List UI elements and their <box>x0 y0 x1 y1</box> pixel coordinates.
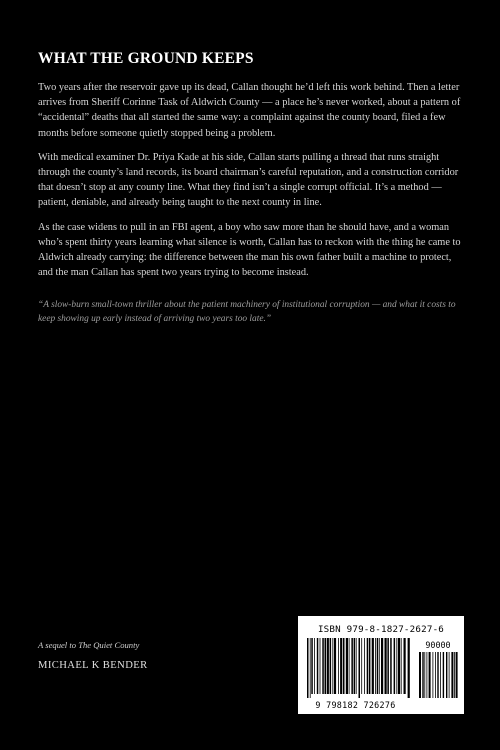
barcode-bar <box>311 638 313 694</box>
isbn-barcode-box <box>298 616 464 714</box>
sequel-note <box>38 640 139 650</box>
barcode-bar <box>317 638 319 694</box>
barcode-bar <box>320 638 321 694</box>
barcode-bar <box>314 638 315 694</box>
addon-bar <box>429 652 431 698</box>
blurb-paragraph-3: As the case widens to pull in an FBI agent, a boy who saw more than he should have, and a woman who’s spent thirty years learning what silence is worth, Callan has to reckon with the thing he came to Aldwich already carrying: the difference between the man his own father built a machine to protect, and the man Callan has spent two years trying to become instead. <box>38 221 461 279</box>
barcode-bar <box>367 638 369 694</box>
addon-bar <box>443 652 444 698</box>
blurb-paragraph-1: Two years after the reservoir gave up its dead, Callan thought he’d left this work behind. Then a letter arrives from Sheriff Corinne Task of Aldwich County — a place he’s never worked, about a pattern of “accidental” deaths that all started the same way: a complaint against the county board, filed a few months before someone quietly stopped being a problem. <box>38 82 461 139</box>
barcode-bar <box>340 638 342 694</box>
barcode-bar <box>381 638 383 694</box>
barcode-bar <box>325 638 327 694</box>
barcode-bar <box>408 638 410 698</box>
addon-bar <box>422 652 423 698</box>
barcode-bar <box>364 638 365 694</box>
blurb-paragraph-2: With medical examiner Dr. Priya Kade at his side, Callan starts pulling a thread that runs straight through the county’s land records, its board chairman’s careful reputation, and a construction corridor that doesn’t stop at any county line. What they find isn’t a single corrupt official. It’s a method — patient, deniable, and already being taught to the next county in line. <box>38 151 459 209</box>
ean-digits: 9 798182 726276 <box>315 700 396 710</box>
addon-bar <box>427 652 428 698</box>
barcode-bar <box>372 638 374 694</box>
barcode-bar <box>401 638 402 694</box>
barcode-bar <box>375 638 376 694</box>
barcode-bar <box>307 638 309 698</box>
blurb <box>38 80 463 289</box>
book-title: WHAT THE GROUND KEEPS <box>38 50 254 67</box>
barcode-bar <box>396 638 397 694</box>
barcode-bar <box>398 638 400 694</box>
addon-bar <box>440 652 441 698</box>
addon-bar <box>451 652 453 698</box>
barcode-bar <box>349 638 350 694</box>
barcode-bar <box>322 638 324 694</box>
addon-bar <box>433 652 434 698</box>
addon-bar <box>437 652 438 698</box>
barcode-bar <box>343 638 345 694</box>
barcode-bar <box>390 638 392 694</box>
barcode-bar <box>377 638 379 694</box>
author-name: MICHAEL K BENDER <box>38 660 148 671</box>
barcode-bar <box>394 638 396 694</box>
addon-bar <box>456 652 458 698</box>
addon-bar <box>424 652 425 698</box>
barcode-bar <box>310 638 311 698</box>
barcode-bar <box>369 638 371 694</box>
addon-bar <box>449 652 450 698</box>
barcode-bar <box>404 638 406 694</box>
addon-bar <box>446 652 447 698</box>
barcode-bar <box>385 638 387 694</box>
barcode-bar <box>387 638 389 694</box>
addon-digits: 90000 <box>425 640 451 650</box>
barcode-bar <box>346 638 348 694</box>
barcode-bar <box>359 638 361 698</box>
barcode-bar <box>332 638 333 694</box>
barcode-bar <box>330 638 332 694</box>
sequel-book-title: The Quiet County <box>78 640 140 650</box>
barcode-bar <box>338 638 339 694</box>
isbn-label: ISBN 979-8-1827-2627-6 <box>317 624 445 635</box>
barcode-bar <box>327 638 329 694</box>
addon-bar <box>435 652 436 698</box>
barcode-bar <box>361 638 362 694</box>
barcode-bar <box>356 638 357 694</box>
addon-bar <box>419 652 421 698</box>
tagline-quote: “A slow-burn small-town thriller about the patient machinery of institutional corruption — and what it costs to keep showing up early instead of arriving two years too late.” <box>38 300 456 325</box>
barcode-bar <box>354 638 356 694</box>
addon-bar <box>454 652 455 698</box>
barcode-bar <box>334 638 336 694</box>
sequel-prefix: A sequel to <box>38 640 79 650</box>
barcode-bar <box>351 638 353 694</box>
barcode-bar <box>379 638 380 694</box>
